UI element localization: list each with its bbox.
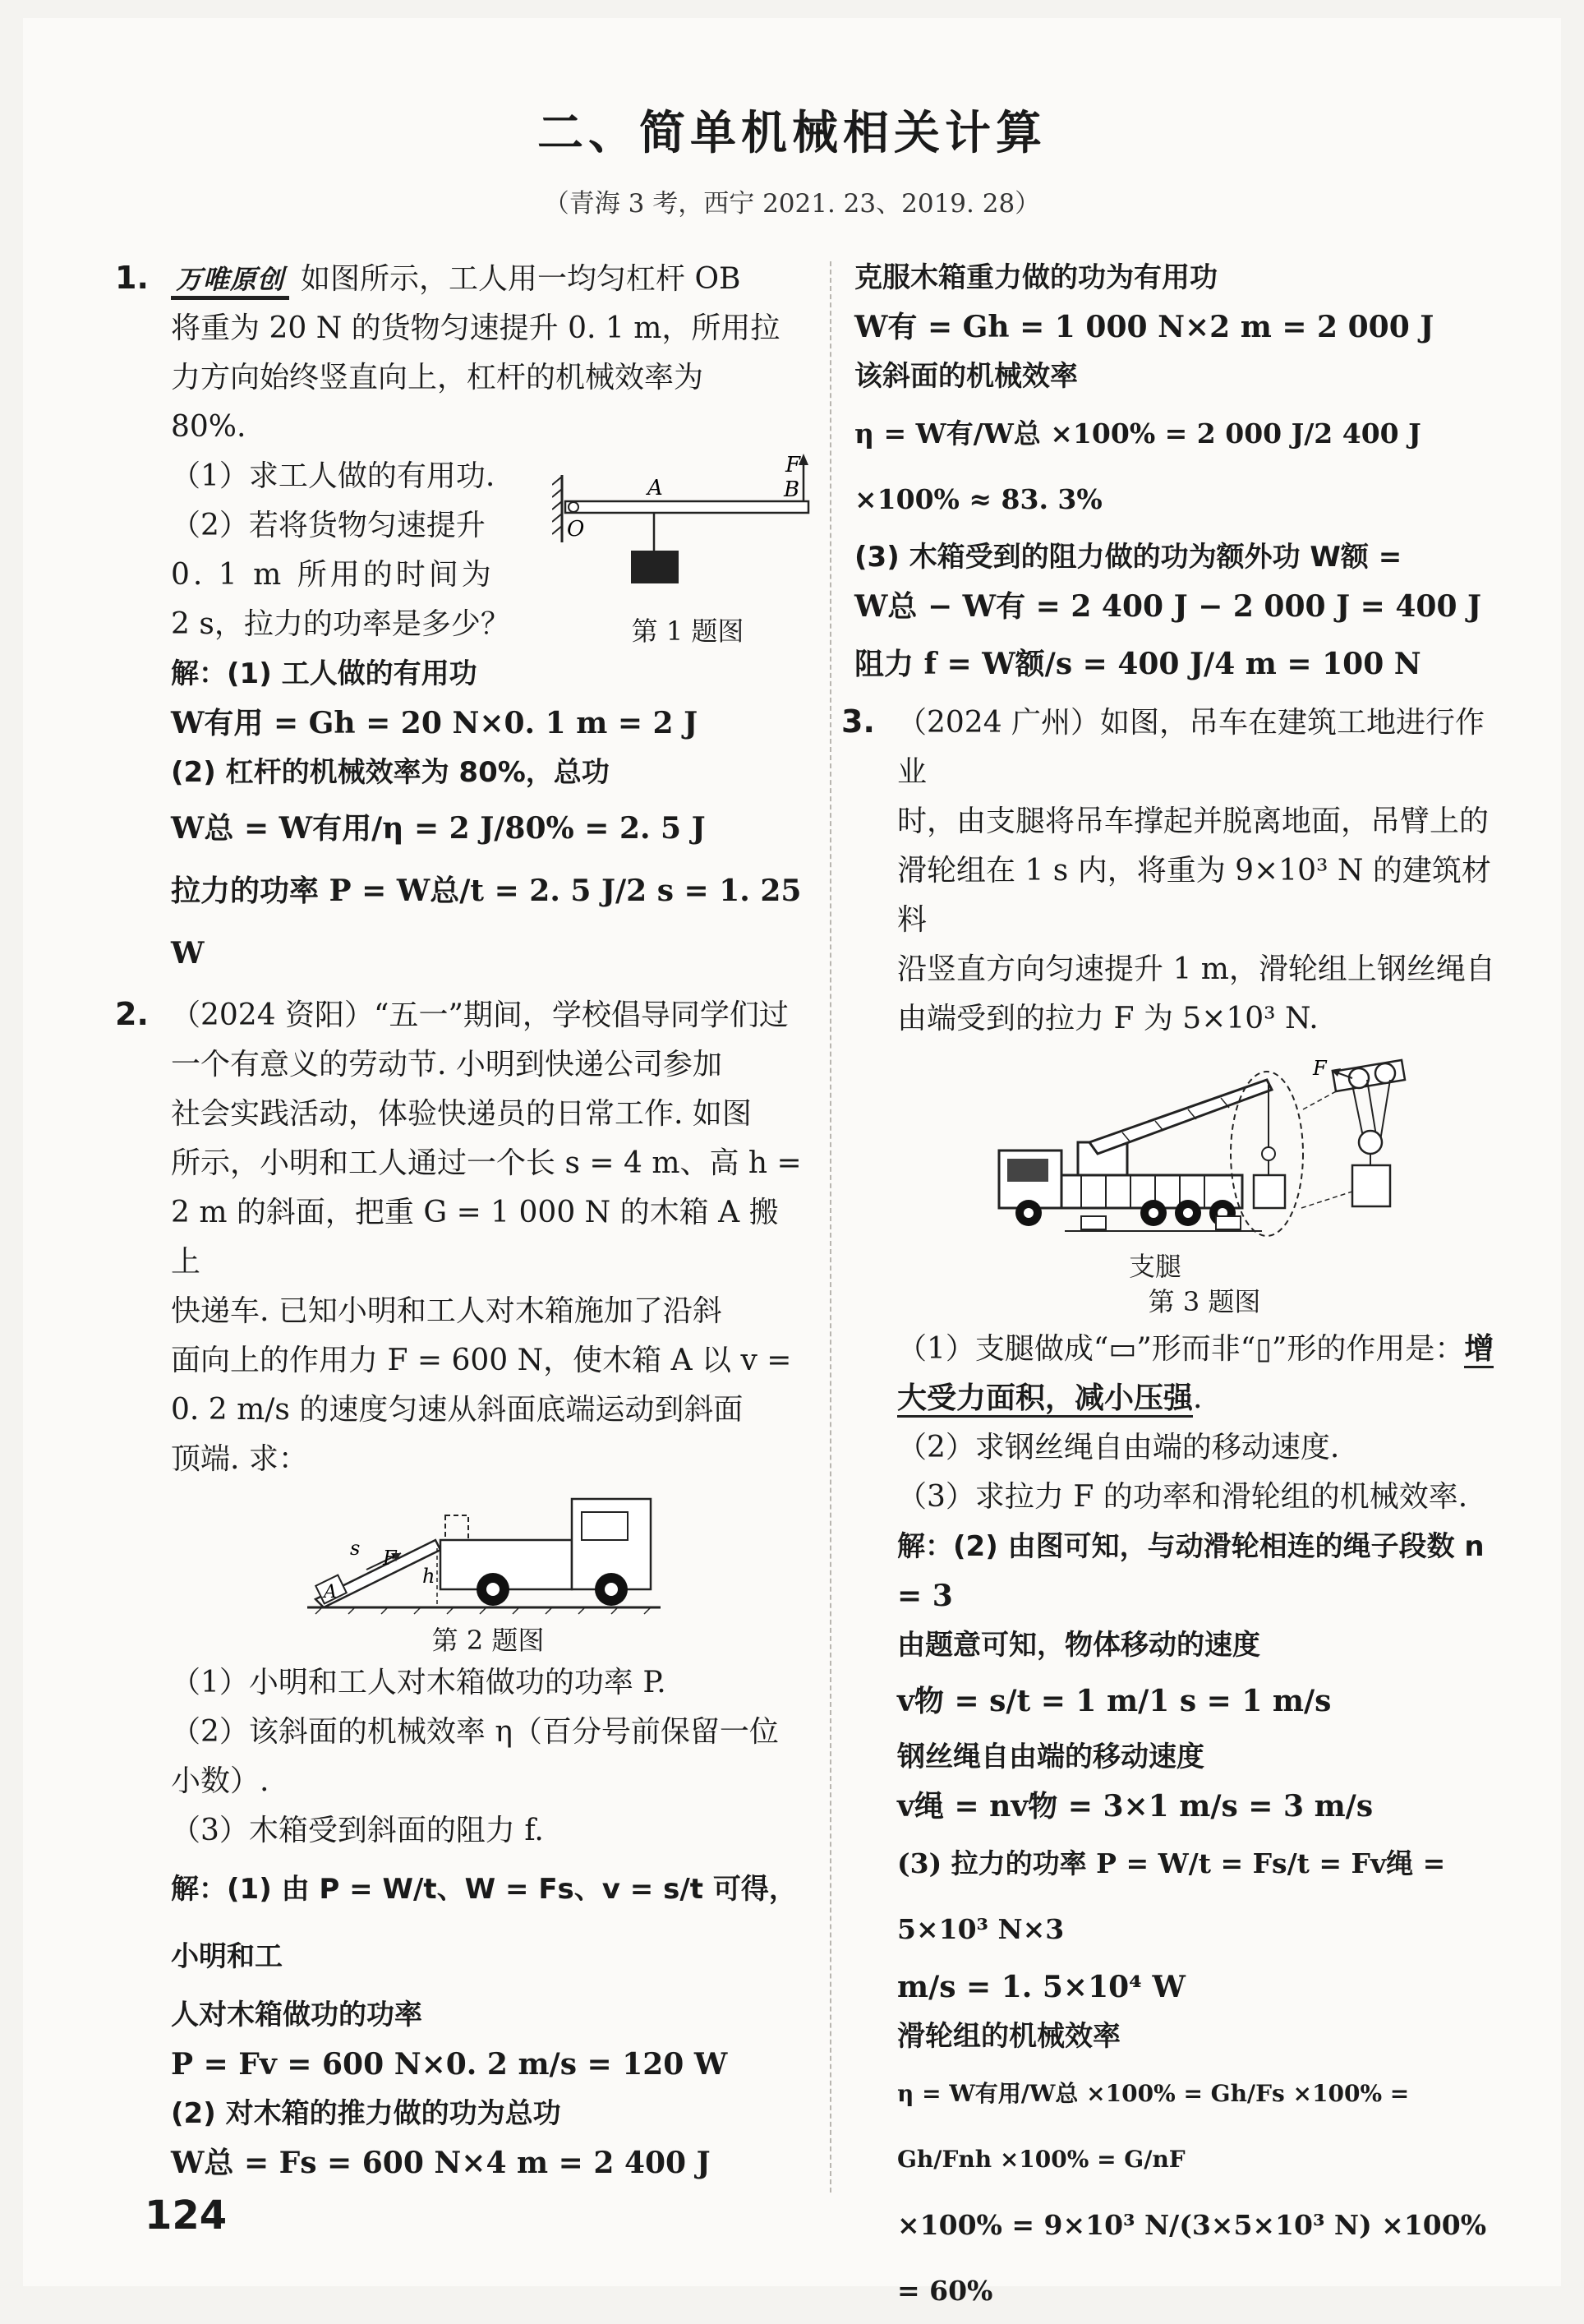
q2-stem-6: 快递车. 已知小明和工人对木箱施加了沿斜 bbox=[171, 1294, 722, 1328]
q1-parts-with-figure bbox=[171, 452, 805, 649]
q3-stem-4: 沿竖直方向匀速提升 1 m，滑轮组上钢丝绳自 bbox=[897, 952, 1495, 986]
question-1 bbox=[115, 253, 805, 984]
point-o-label: O bbox=[567, 517, 585, 542]
q2-solution-12: 阻力 f = W额/s = 400 J/4 m = 100 N bbox=[854, 647, 1421, 681]
q1-stem-4: 80%. bbox=[171, 410, 246, 444]
q2-stem-8: 0. 2 m/s 的速度匀速从斜面底端运动到斜面 bbox=[171, 1393, 744, 1427]
q2-stem-4: 所示，小明和工人通过一个长 s = 4 m、高 h = bbox=[171, 1146, 802, 1180]
q3-part-2: （2）求钢丝绳自由端的移动速度. bbox=[897, 1431, 1340, 1464]
q2-solution-9: η = W有/W总 ×100% = 2 000 J/2 400 J ×100% ≈ 83. 3% bbox=[854, 417, 1421, 515]
q2-solution-7: W有 = Gh = 1 000 N×2 m = 2 000 J bbox=[854, 310, 1434, 344]
point-b-label: B bbox=[784, 477, 800, 502]
q3-solution-11: ×100% = 9×10³ N/(3×5×10³ N) ×100% = 60% bbox=[897, 2209, 1487, 2307]
support-leg-label: 支腿 bbox=[1128, 1251, 1181, 1282]
q3-solution-2: = 3 bbox=[897, 1579, 953, 1613]
q2-solution-2: 人对木箱做功的功率 bbox=[171, 1999, 422, 2031]
page-number: 124 bbox=[145, 2193, 228, 2239]
question-2 bbox=[115, 989, 805, 2188]
q1-solution-5: 拉力的功率 P = W总/t = 2. 5 J/2 s = 1. 25 W bbox=[171, 874, 802, 971]
q2-stem-9: 顶端. 求： bbox=[171, 1442, 308, 1476]
q2-stem-1: （2024 资阳）“五一”期间，学校倡导同学们过 bbox=[171, 998, 789, 1032]
q1-part-2a: （2）若将货物匀速提升 bbox=[171, 509, 486, 542]
original-badge: 万唯原创 bbox=[171, 263, 289, 300]
q2-part-2a: （2）该斜面的机械效率 η（百分号前保留一位 bbox=[171, 1715, 779, 1749]
q2-part-3: （3）木箱受到斜面的阻力 f. bbox=[171, 1814, 544, 1847]
slope-length-label: s bbox=[350, 1537, 361, 1560]
q2-solution-6: 克服木箱重力做的功为有用功 bbox=[854, 261, 1218, 294]
question-number: 2. bbox=[115, 996, 149, 1032]
height-label: h bbox=[422, 1565, 435, 1588]
q2-solution-4: (2) 对木箱的推力做的功为总功 bbox=[171, 2097, 561, 2130]
q1-solution-3: (2) 杠杆的机械效率为 80%，总功 bbox=[171, 756, 610, 789]
column-divider bbox=[830, 261, 831, 2193]
figure-caption: 第 3 题图 bbox=[1148, 1286, 1261, 1317]
force-label: F bbox=[383, 1547, 397, 1570]
q1-stem-3: 力方向始终竖直向上，杠杆的机械效率为 bbox=[171, 361, 704, 394]
q3-solution-9: 滑轮组的机械效率 bbox=[897, 2020, 1121, 2053]
q1-part-2c: 2 s，拉力的功率是多少？ bbox=[171, 607, 510, 641]
q3-figure bbox=[897, 1052, 1512, 1320]
q1-figure bbox=[552, 452, 823, 649]
q2-part-2b: 小数）. bbox=[171, 1764, 269, 1798]
question-3 bbox=[841, 697, 1512, 2324]
q1-solution-1: 解：(1) 工人做的有用功 bbox=[171, 657, 477, 690]
ramp-truck-diagram bbox=[299, 1491, 677, 1622]
section-subtitle: （青海 3 考，西宁 2021. 23、2019. 28） bbox=[543, 189, 1041, 219]
q1-solution-4: W总 = W有用/η = 2 J/80% = 2. 5 J bbox=[171, 811, 706, 846]
q2-solution-8: 该斜面的机械效率 bbox=[854, 360, 1078, 393]
q3-solution-5: 钢丝绳自由端的移动速度 bbox=[897, 1741, 1204, 1773]
q3-part-1-end: . bbox=[1193, 1381, 1203, 1415]
q3-solution-1: 解：(2) 由图可知，与动滑轮相连的绳子段数 n bbox=[897, 1530, 1485, 1563]
q2-figure bbox=[171, 1491, 805, 1658]
q2-solution-11: W总 − W有 = 2 400 J − 2 000 J = 400 J bbox=[854, 589, 1482, 624]
question-number: 1. bbox=[115, 260, 149, 296]
question-2-continued bbox=[854, 253, 1512, 697]
q2-stem-7: 面向上的作用力 F = 600 N，使木箱 A 以 v = bbox=[171, 1344, 792, 1377]
q3-solution-10: η = W有用/W总 ×100% = Gh/Fs ×100% = Gh/Fnh ×100% = G/nF bbox=[897, 2080, 1410, 2173]
q3-solution-4: v物 = s/t = 1 m/1 s = 1 m/s bbox=[897, 1684, 1332, 1718]
q3-part-1-answer-b: 大受力面积，减小压强 bbox=[897, 1381, 1193, 1418]
q2-solution-10: (3) 木箱受到的阻力做的功为额外功 W额 = bbox=[854, 541, 1402, 574]
lever-diagram bbox=[552, 452, 823, 616]
q3-stem-1: （2024 广州）如图，吊车在建筑工地进行作业 bbox=[897, 706, 1485, 789]
q3-solution-7: (3) 拉力的功率 P = W/t = Fs/t = Fv绳 = 5×10³ N×3 bbox=[897, 1847, 1446, 1945]
crane-diagram bbox=[991, 1052, 1418, 1249]
q3-solution-8: m/s = 1. 5×10⁴ W bbox=[897, 1970, 1186, 2004]
q3-stem-3: 滑轮组在 1 s 内，将重为 9×10³ N 的建筑材料 bbox=[897, 854, 1491, 937]
q2-part-1: （1）小明和工人对木箱做功的功率 P. bbox=[171, 1666, 666, 1699]
q2-stem-2: 一个有意义的劳动节. 小明到快递公司参加 bbox=[171, 1048, 722, 1081]
point-a-label: A bbox=[647, 476, 663, 500]
left-column bbox=[115, 253, 805, 2188]
force-label: F bbox=[1313, 1057, 1327, 1080]
q3-stem-2: 时，由支腿将吊车撑起并脱离地面，吊臂上的 bbox=[897, 805, 1490, 838]
force-label: F bbox=[785, 453, 801, 477]
q3-stem-5: 由端受到的拉力 F 为 5×10³ N. bbox=[897, 1002, 1319, 1035]
section-title: 二、简单机械相关计算 bbox=[537, 107, 1047, 160]
q3-solution-6: v绳 = nv物 = 3×1 m/s = 3 m/s bbox=[897, 1789, 1374, 1824]
q2-solution-5: W总 = Fs = 600 N×4 m = 2 400 J bbox=[171, 2146, 711, 2180]
q1-stem-1: 如图所示，工人用一均匀杠杆 OB bbox=[301, 262, 741, 296]
q3-part-3: （3）求拉力 F 的功率和滑轮组的机械效率. bbox=[897, 1480, 1468, 1514]
question-number: 3. bbox=[841, 703, 875, 740]
figure-caption: 第 2 题图 bbox=[431, 1625, 545, 1656]
q3-part-1-answer-a: 增 bbox=[1464, 1332, 1494, 1368]
q1-solution-2: W有用 = Gh = 20 N×0. 1 m = 2 J bbox=[171, 706, 698, 740]
figure-caption: 第 1 题图 bbox=[631, 616, 744, 647]
box-a-label: A bbox=[324, 1582, 337, 1602]
q3-solution-3: 由题意可知，物体移动的速度 bbox=[897, 1629, 1260, 1662]
q2-solution-1: 解：(1) 由 P = W/t、W = Fs、v = s/t 可得，小明和工 bbox=[171, 1873, 797, 1973]
q1-stem-2: 将重为 20 N 的货物匀速提升 0. 1 m，所用拉 bbox=[171, 311, 780, 345]
q2-stem-5: 2 m 的斜面，把重 G = 1 000 N 的木箱 A 搬上 bbox=[171, 1196, 779, 1279]
q2-solution-3: P = Fv = 600 N×0. 2 m/s = 120 W bbox=[171, 2047, 728, 2082]
q3-part-1: （1）支腿做成“▭”形而非“▯”形的作用是： bbox=[897, 1332, 1465, 1366]
right-column bbox=[841, 253, 1512, 2324]
q1-part-1: （1）求工人做的有用功. bbox=[171, 459, 495, 493]
q2-stem-3: 社会实践活动，体验快递员的日常工作. 如图 bbox=[171, 1097, 752, 1131]
q1-part-2b: 0. 1 m 所用的时间为 bbox=[171, 558, 495, 592]
